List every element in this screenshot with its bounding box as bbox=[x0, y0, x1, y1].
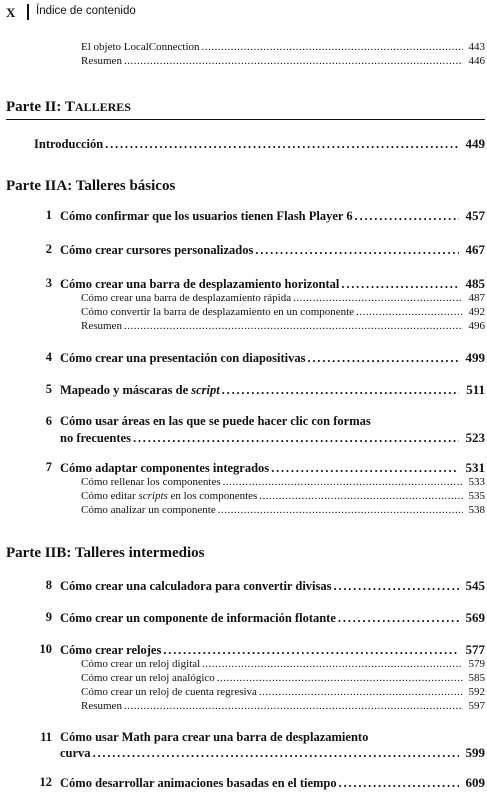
toc-entry-introduccion[interactable] bbox=[34, 136, 485, 152]
toc-entry-title bbox=[60, 383, 220, 398]
toc-chapter[interactable] bbox=[60, 276, 485, 292]
toc-entry-title: Cómo crear un reloj de cuenta regresiva bbox=[81, 686, 257, 698]
toc-subentry[interactable] bbox=[81, 306, 485, 318]
toc-entry-title: Cómo crear una calculadora para convertir divisas bbox=[60, 579, 332, 593]
header-divider bbox=[27, 4, 29, 20]
chapter-number: 12 bbox=[39, 775, 52, 789]
part-title-rest: ALLERES bbox=[74, 100, 131, 114]
toc-subentry[interactable] bbox=[81, 672, 485, 684]
toc-chapter[interactable] bbox=[60, 430, 485, 446]
toc-chapter-line1[interactable]: Cómo usar áreas en las que se puede hacer clic con formas bbox=[60, 414, 371, 428]
leader-dots bbox=[133, 431, 459, 446]
leader-dots bbox=[293, 292, 463, 304]
toc-entry-page: 538 bbox=[468, 504, 485, 516]
toc-entry-title: Cómo confirmar que los usuarios tienen Flash Player 6 bbox=[60, 209, 353, 223]
toc-entry-page: 449 bbox=[465, 136, 485, 151]
toc-entry-title: Cómo convertir la barra de desplazamiento en un componente bbox=[81, 306, 355, 318]
toc-chapter[interactable] bbox=[60, 350, 485, 366]
chapter-number: 1 bbox=[45, 208, 52, 222]
toc-entry-title: Cómo crear una barra de desplazamiento horizontal bbox=[60, 277, 340, 291]
toc-entry-title: Cómo desarrollar animaciones basadas en el tiempo bbox=[60, 776, 337, 790]
chapter-number: 10 bbox=[39, 642, 52, 656]
chapter-number: 8 bbox=[45, 578, 52, 592]
leader-dots bbox=[218, 504, 463, 516]
leader-dots bbox=[124, 700, 463, 712]
chapter-number: 11 bbox=[40, 730, 52, 744]
toc-entry-page: 443 bbox=[468, 41, 485, 53]
toc-entry-page: 523 bbox=[465, 430, 485, 445]
chapter-number: 6 bbox=[45, 414, 52, 428]
leader-dots bbox=[124, 320, 463, 332]
toc-entry-title: El objeto LocalConnection bbox=[81, 41, 200, 53]
toc-chapter[interactable] bbox=[60, 610, 485, 626]
leader-dots bbox=[202, 41, 463, 53]
toc-chapter[interactable] bbox=[60, 460, 485, 476]
leader-dots bbox=[105, 137, 459, 152]
toc-entry-title: Resumen bbox=[81, 700, 122, 712]
toc-chapter[interactable] bbox=[60, 578, 485, 594]
leader-dots bbox=[339, 776, 459, 791]
title-text: en los componentes bbox=[167, 490, 258, 502]
toc-entry-page: 577 bbox=[465, 642, 485, 657]
toc-entry-title bbox=[81, 490, 257, 502]
running-title: Índice de contenido bbox=[36, 5, 136, 17]
toc-subentry[interactable] bbox=[81, 686, 485, 698]
toc-chapter[interactable] bbox=[60, 745, 485, 761]
toc-chapter[interactable] bbox=[60, 642, 485, 658]
leader-dots bbox=[124, 55, 463, 67]
toc-subentry[interactable] bbox=[81, 658, 485, 670]
section-title: Parte IIB: Talleres intermedios bbox=[6, 545, 205, 561]
leader-dots bbox=[259, 686, 463, 698]
leader-dots bbox=[223, 476, 463, 488]
toc-chapter[interactable] bbox=[60, 242, 485, 258]
toc-entry-page: 533 bbox=[468, 476, 485, 488]
leader-dots bbox=[222, 383, 459, 398]
title-italic: scripts bbox=[138, 490, 168, 502]
toc-entry-page: 592 bbox=[468, 686, 485, 698]
leader-dots bbox=[259, 490, 463, 502]
toc-entry-title: Introducción bbox=[34, 137, 104, 151]
leader-dots bbox=[341, 277, 459, 292]
toc-chapter[interactable] bbox=[60, 775, 485, 791]
chapter-number: 9 bbox=[45, 610, 52, 624]
toc-entry-title: Cómo crear una presentación con diapositivas bbox=[60, 351, 306, 365]
toc-entry-page: 457 bbox=[465, 208, 485, 223]
toc-entry-title: Cómo crear un reloj digital bbox=[81, 658, 201, 670]
chapter-number: 5 bbox=[45, 382, 52, 396]
toc-entry-title: Cómo crear un reloj analógico bbox=[81, 672, 215, 684]
toc-entry-page: 599 bbox=[465, 745, 485, 760]
toc-entry-page: 535 bbox=[468, 490, 485, 502]
toc-subentry[interactable] bbox=[81, 320, 485, 332]
chapter-number: 7 bbox=[45, 460, 52, 474]
toc-entry-title: Cómo analizar un componente bbox=[81, 504, 216, 516]
toc-entry-page: 609 bbox=[465, 775, 485, 790]
toc-entry-page: 597 bbox=[468, 700, 485, 712]
section-title: Parte IIA: Talleres básicos bbox=[6, 178, 176, 194]
toc-subentry[interactable] bbox=[81, 292, 485, 304]
leader-dots bbox=[355, 209, 459, 224]
toc-entry-title: Cómo crear relojes bbox=[60, 643, 162, 657]
toc-subentry[interactable] bbox=[81, 700, 485, 712]
chapter-number: 4 bbox=[45, 350, 52, 364]
toc-entry-title: Cómo crear un componente de información flotante bbox=[60, 611, 336, 625]
toc-entry-title: Cómo adaptar componentes integrados bbox=[60, 461, 270, 475]
leader-dots bbox=[338, 611, 459, 626]
toc-entry-page: 499 bbox=[465, 350, 485, 365]
toc-entry-page: 585 bbox=[468, 672, 485, 684]
leader-dots bbox=[202, 658, 463, 670]
part-title-initial: T bbox=[64, 99, 75, 115]
toc-entry-page: 531 bbox=[465, 460, 485, 475]
part-label: Parte II: bbox=[6, 99, 62, 115]
title-italic: script bbox=[191, 383, 220, 397]
part-title bbox=[6, 99, 131, 116]
leader-dots bbox=[163, 643, 459, 658]
toc-chapter-line1[interactable]: Cómo usar Math para crear una barra de desplazamiento bbox=[60, 730, 369, 744]
leader-dots bbox=[334, 579, 459, 594]
toc-entry-page: 467 bbox=[465, 242, 485, 257]
toc-entry-page: 492 bbox=[468, 306, 485, 318]
toc-entry-page: 446 bbox=[468, 55, 485, 67]
toc-entry-title: Cómo rellenar los componentes bbox=[81, 476, 221, 488]
part-rule bbox=[6, 119, 485, 120]
title-text: Cómo editar bbox=[81, 490, 139, 502]
toc-chapter[interactable] bbox=[60, 382, 485, 398]
toc-entry[interactable] bbox=[81, 55, 485, 67]
toc-entry-title: no frecuentes bbox=[60, 431, 131, 445]
toc-entry-page: 487 bbox=[468, 292, 485, 304]
leader-dots bbox=[93, 746, 459, 761]
toc-subentry[interactable] bbox=[81, 476, 485, 488]
toc-entry-title: Cómo crear cursores personalizados bbox=[60, 243, 254, 257]
chapter-number: 3 bbox=[45, 276, 52, 290]
toc-entry-page: 545 bbox=[465, 578, 485, 593]
toc-entry-page: 569 bbox=[465, 610, 485, 625]
chapter-number: 2 bbox=[45, 242, 52, 256]
toc-subentry[interactable] bbox=[81, 490, 485, 502]
toc-entry-page: 496 bbox=[468, 320, 485, 332]
leader-dots bbox=[217, 672, 463, 684]
toc-entry-page: 579 bbox=[468, 658, 485, 670]
leader-dots bbox=[356, 306, 463, 318]
page-number: X bbox=[6, 5, 16, 20]
title-text: Mapeado y máscaras de bbox=[60, 383, 192, 397]
toc-entry-title: Resumen bbox=[81, 320, 122, 332]
toc-entry-title: Resumen bbox=[81, 55, 122, 67]
toc-entry[interactable] bbox=[81, 41, 485, 53]
leader-dots bbox=[271, 461, 459, 476]
leader-dots bbox=[255, 243, 459, 258]
toc-chapter[interactable] bbox=[60, 208, 485, 224]
toc-subentry[interactable] bbox=[81, 504, 485, 516]
leader-dots bbox=[308, 351, 460, 366]
toc-entry-title: curva bbox=[60, 746, 91, 760]
toc-entry-page: 511 bbox=[466, 382, 485, 397]
toc-entry-title: Cómo crear una barra de desplazamiento rápida bbox=[81, 292, 292, 304]
toc-entry-page: 485 bbox=[465, 276, 485, 291]
